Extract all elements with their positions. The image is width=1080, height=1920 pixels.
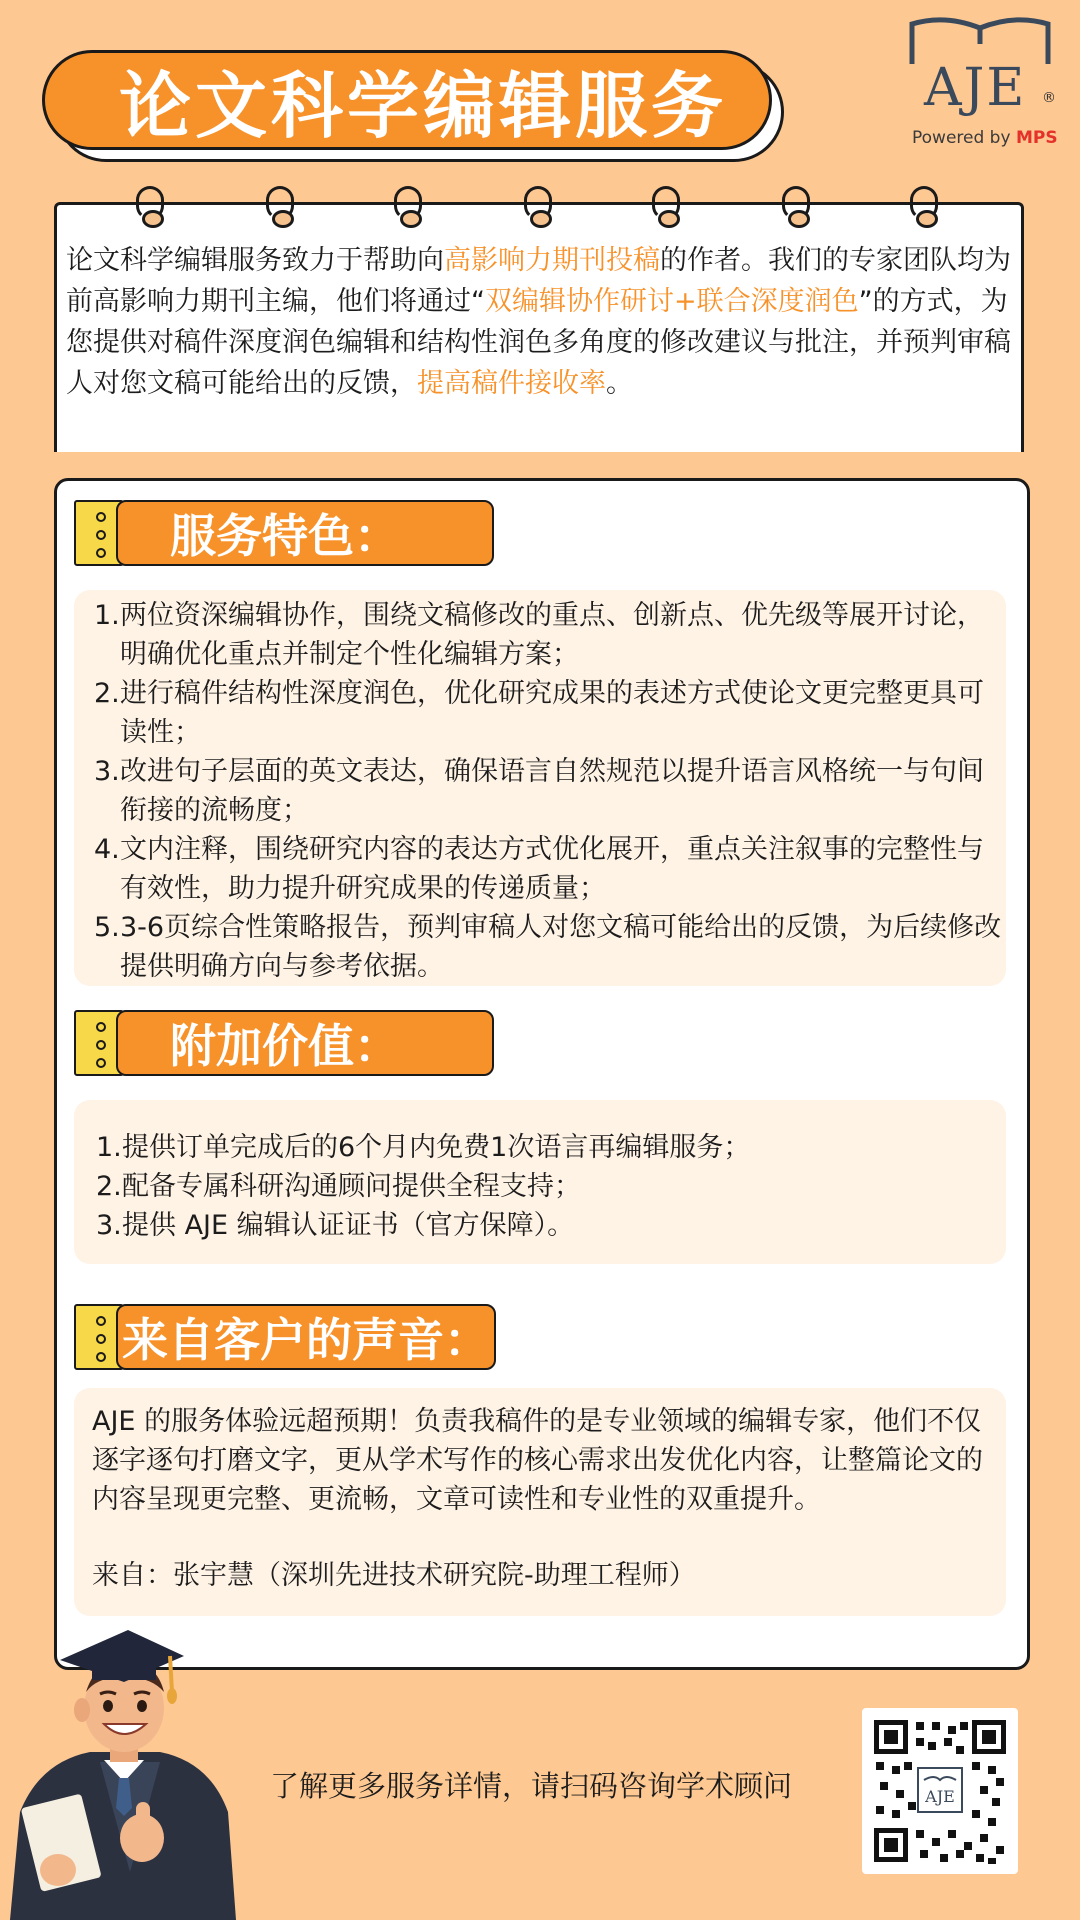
list-number: 3.	[94, 756, 120, 787]
list-text: 3-6页综合性策略报告，预判审稿人对您文稿可能给出的反馈，为后续修改提供明确方向与参考依据。	[120, 912, 1002, 982]
spiral-ring	[266, 186, 296, 232]
graduate-character-illustration	[0, 1612, 240, 1920]
spiral-ring	[524, 186, 554, 232]
intro-part-2: 的作者。我们的专家团队均为前高影响力期刊主编，他们将通过“	[66, 245, 1011, 317]
list-item	[94, 830, 1002, 908]
testimonial-quote: AJE 的服务体验远超预期！负责我稿件的是专业领域的编辑专家，他们不仅逐字逐句打磨文字，更从学术写作的核心需求出发优化内容，让整篇论文的内容呈现更完整、更流畅，文章可读性和专业性的双重提升。	[92, 1406, 983, 1515]
list-item	[94, 674, 1002, 752]
list-number: 2.	[94, 678, 120, 709]
logo-letters: AJE	[924, 58, 1027, 118]
spiral-ring	[136, 186, 166, 232]
list-item	[96, 1128, 996, 1167]
list-text: 改进句子层面的英文表达，确保语言自然规范以提升语言风格统一与句间衔接的流畅度；	[120, 756, 984, 826]
list-number: 5.	[94, 912, 120, 943]
testimonial-title: 来自客户的声音：	[122, 1313, 490, 1367]
features-title: 服务特色：	[170, 509, 400, 563]
intro-part-4: 。	[606, 368, 633, 399]
intro-highlight-2: 双编辑协作研讨+联合深度润色	[485, 286, 859, 317]
list-text: 提供 AJE 编辑认证证书（官方保障）。	[122, 1210, 575, 1241]
list-item	[96, 1167, 996, 1206]
footer-cta: 了解更多服务详情，请扫码咨询学术顾问	[270, 1769, 793, 1803]
powered-by-prefix: Powered by	[912, 128, 1016, 148]
list-text: 两位资深编辑协作，围绕文稿修改的重点、创新点、优先级等展开讨论，明确优化重点并制定个性化编辑方案；	[120, 600, 984, 670]
list-item	[96, 1206, 996, 1245]
intro-part-1: 论文科学编辑服务致力于帮助向	[66, 245, 444, 276]
powered-by-brand: MPS	[1015, 128, 1058, 148]
qr-logo-text: AJE	[925, 1787, 955, 1806]
section-header-extras	[116, 1010, 494, 1076]
list-number: 2.	[96, 1171, 122, 1202]
list-number: 4.	[94, 834, 120, 865]
spiral-ring	[782, 186, 812, 232]
intro-part-3: ”的方式，为您提供对稿件深度润色编辑和结构性润色多角度的修改建议与批注，并预判审稿人对您文稿可能给出的反馈，	[66, 286, 1011, 399]
list-item	[94, 596, 1002, 674]
list-text: 文内注释，围绕研究内容的表达方式优化展开，重点关注叙事的完整性与有效性，助力提升研究成果的传递质量；	[120, 834, 984, 904]
list-text: 进行稿件结构性深度润色，优化研究成果的表述方式使论文更完整更具可读性；	[120, 678, 984, 748]
spiral-ring	[394, 186, 424, 232]
page-title: 论文科学编辑服务	[119, 64, 728, 148]
title-banner	[42, 50, 772, 150]
aje-logo	[900, 14, 1060, 150]
registered-mark: ®	[1042, 90, 1056, 106]
list-number: 3.	[96, 1210, 122, 1241]
section-header-features	[116, 500, 494, 566]
qr-code[interactable]	[872, 1718, 1008, 1864]
list-number: 1.	[94, 600, 120, 631]
intro-highlight-1: 高影响力期刊投稿	[444, 245, 660, 276]
powered-by	[912, 128, 1058, 148]
intro-highlight-3: 提高稿件接收率	[417, 368, 606, 399]
testimonial-source: 来自：张宇慧（深圳先进技术研究院-助理工程师）	[92, 1560, 696, 1591]
section-header-testimonial	[116, 1304, 496, 1370]
spiral-ring	[652, 186, 682, 232]
list-item	[94, 908, 1006, 986]
list-text: 配备专属科研沟通顾问提供全程支持；	[122, 1171, 581, 1202]
list-text: 提供订单完成后的6个月内免费1次语言再编辑服务；	[122, 1132, 751, 1163]
intro-text	[66, 240, 1012, 404]
extras-title: 附加价值：	[170, 1019, 400, 1073]
list-number: 1.	[96, 1132, 122, 1163]
spiral-ring	[910, 186, 940, 232]
list-item	[94, 752, 1002, 830]
